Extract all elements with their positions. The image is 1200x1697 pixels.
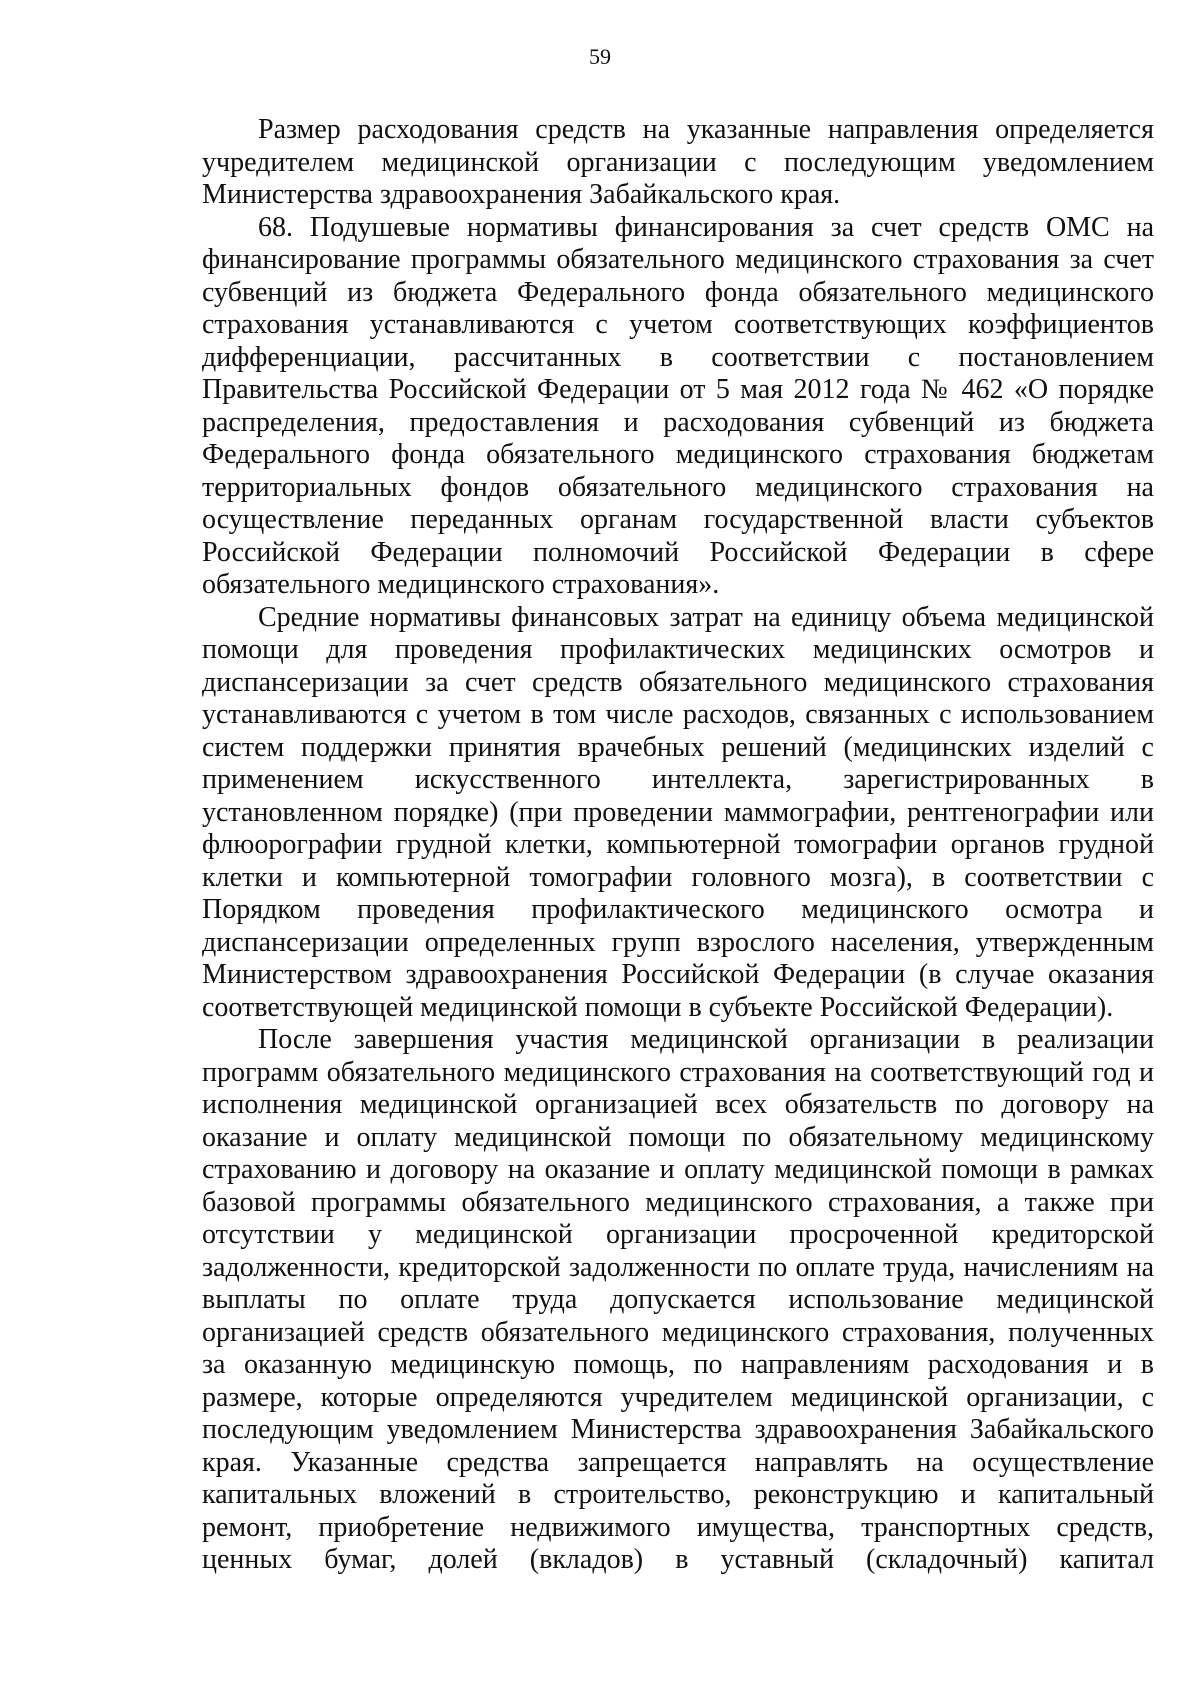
page-number: 59 xyxy=(589,44,611,69)
paragraph-average-cost-norms: Средние нормативы финансовых затрат на единицу объема медицинской помощи для проведения профилактических медицинских осмотров и диспансеризации за счет средств обязательного медицинского страхования устанавливаются с учетом в том числе расходов, связанных с использованием систем поддержки принятия врачебных решений (медицинских изделий с применением искусственного интеллекта, зарегистрированных в установленном порядке) (при проведении маммографии, рентгенографии или флюорографии грудной клетки, компьютерной томографии органов грудной клетки и компьютерной томографии головного мозга), в соответствии с Порядком проведения профилактического медицинского осмотра и диспансеризации определенных групп взрослого населения, утвержденным Министерством здравоохранения Российской Федерации (в случае оказания соответствующей медицинской помощи в субъекте Российской Федерации). xyxy=(202,601,1154,1023)
paragraph-after-program-completion: После завершения участия медицинской организации в реализации программ обязательного медицинского страхования на соответствующий год и исполнения медицинской организацией всех обязательств по договору на оказание и оплату медицинской помощи по обязательному медицинскому страхованию и договору на оказание и оплату медицинской помощи в рамках базовой программы обязательного медицинского страхования, а также при отсутствии у медицинской организации просроченной кредиторской задолженности, кредиторской задолженности по оплате труда, начислениям на выплаты по оплате труда допускается использование медицинской организацией средств обязательного медицинского страхования, полученных за оказанную медицинскую помощь, по направлениям расходования и в размере, которые определяются учредителем медицинской организации, с последующим уведомлением Министерства здравоохранения Забайкальского края. Указанные средства запрещается направлять на осуществление капитальных вложений в строительство, реконструкцию и капитальный ремонт, приобретение недвижимого имущества, транспортных средств, ценных бумаг, долей (вкладов) в уставный (складочный) капитал xyxy=(202,1024,1154,1575)
paragraph-spending-notice: Размер расходования средств на указанные направления определяется учредителем медицинской организации с последующим уведомлением Министерства здравоохранения Забайкальского края. xyxy=(202,114,1154,210)
document-body xyxy=(202,114,1154,1577)
paragraph-68-per-capita-norms: 68. Подушевые нормативы финансирования за счет средств ОМС на финансирование программы обязательного медицинского страхования за счет субвенций из бюджета Федерального фонда обязательного медицинского страхования устанавливаются с учетом соответствующих коэффициентов дифференциации, рассчитанных в соответствии с постановлением Правительства Российской Федерации от 5 мая 2012 года № 462 «О порядке распределения, предоставления и расходования субвенций из бюджета Федерального фонда обязательного медицинского страхования бюджетам территориальных фондов обязательного медицинского страхования на осуществление переданных органам государственной власти субъектов Российской Федерации полномочий Российской Федерации в сфере обязательного медицинского страхования». xyxy=(202,211,1154,600)
